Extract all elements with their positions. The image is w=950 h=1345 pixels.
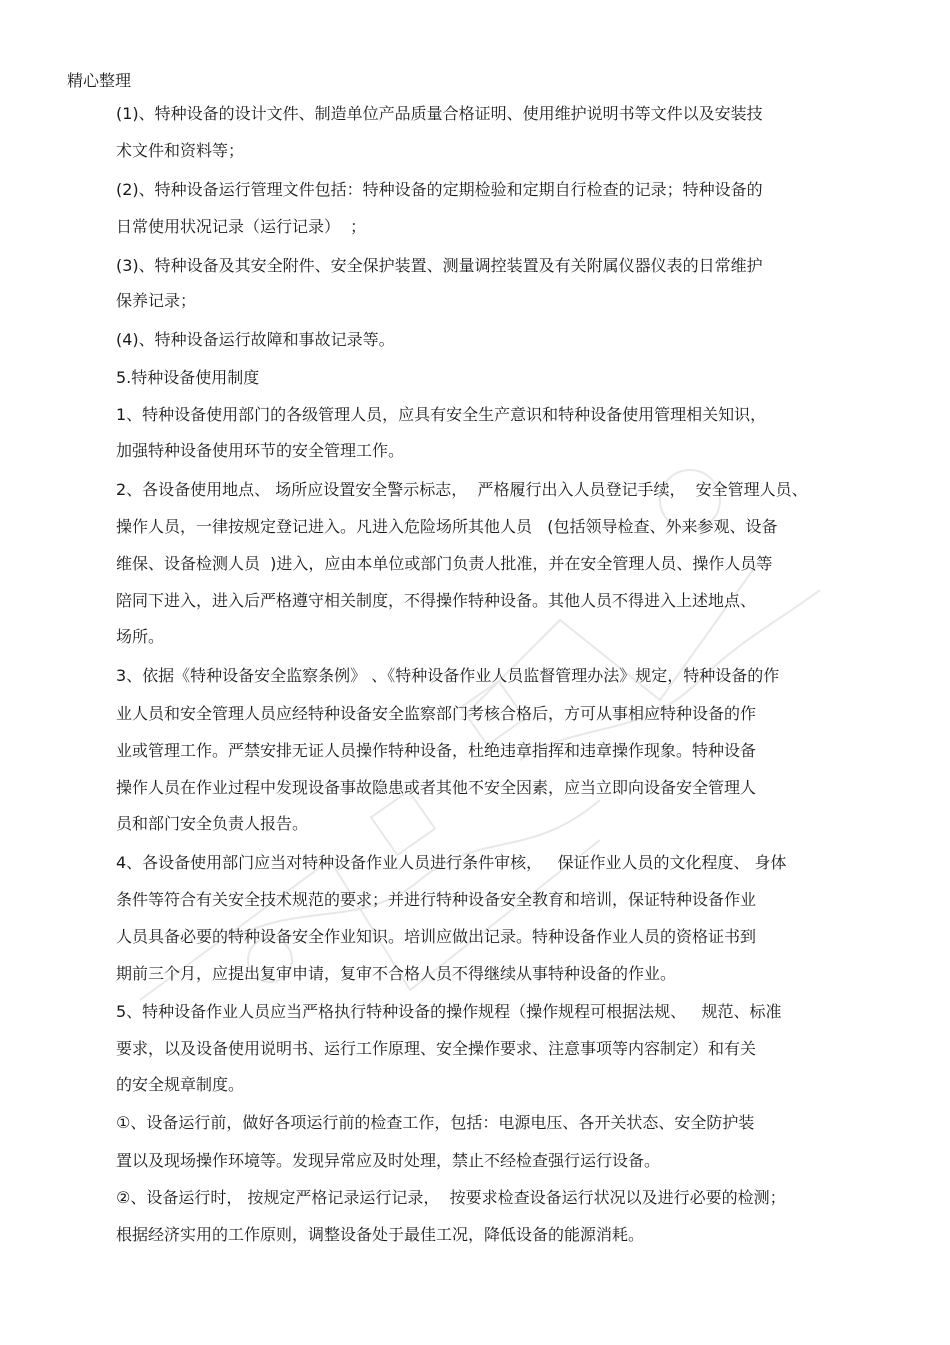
body-line: 保养记录； bbox=[116, 291, 197, 310]
body-line: 员和部门安全负责人报告。 bbox=[116, 814, 309, 833]
body-line: 3、依据《特种设备安全监察条例》 、《特种设备作业人员监督管理办法》规定，特种设备的作 bbox=[116, 666, 780, 685]
body-line: 5、特种设备作业人员应当严格执行特种设备的操作规程（操作规程可根据法规、 规范、标准 bbox=[116, 1002, 782, 1021]
body-line: 陪同下进入，进入后严格遵守相关制度，不得操作特种设备。其他人员不得进入上述地点、 bbox=[116, 591, 757, 610]
page-header-label: 精心整理 bbox=[67, 71, 132, 90]
body-line: 日常使用状况记录（运行记录） ； bbox=[116, 217, 367, 236]
body-line: (1)、特种设备的设计文件、制造单位产品质量合格证明、使用维护说明书等文件以及安装技 bbox=[116, 104, 763, 123]
body-line: 操作人员在作业过程中发现设备事故隐患或者其他不安全因素，应当立即向设备安全管理人 bbox=[116, 778, 757, 797]
body-line: 人员具备必要的特种设备安全作业知识。培训应做出记录。特种设备作业人员的资格证书到 bbox=[116, 927, 757, 946]
body-line: 期前三个月，应提出复审申请，复审不合格人员不得继续从事特种设备的作业。 bbox=[116, 964, 677, 983]
body-line: 的安全规章制度。 bbox=[116, 1075, 245, 1094]
body-line: 2、各设备使用地点、 场所应设置安全警示标志， 严格履行出入人员登记手续， 安全管理人员、 bbox=[116, 480, 808, 499]
body-line: 加强特种设备使用环节的安全管理工作。 bbox=[116, 441, 405, 460]
body-line: 术文件和资料等； bbox=[116, 141, 245, 160]
body-line: 1、特种设备使用部门的各级管理人员，应具有安全生产意识和特种设备使用管理相关知识， bbox=[116, 405, 767, 424]
body-line: 维保、设备检测人员 )进入，应由本单位或部门负责人批准，并在安全管理人员、操作人员等 bbox=[116, 554, 773, 573]
section-heading: 5.特种设备使用制度 bbox=[116, 368, 260, 387]
body-line: (2)、特种设备运行管理文件包括：特种设备的定期检验和定期自行检查的记录；特种设备的 bbox=[116, 180, 763, 199]
body-line: 根据经济实用的工作原则，调整设备处于最佳工况，降低设备的能源消耗。 bbox=[116, 1225, 645, 1244]
body-line: 条件等符合有关安全技术规范的要求；并进行特种设备安全教育和培训，保证特种设备作业 bbox=[116, 890, 757, 909]
body-line: 要求，以及设备使用说明书、运行工作原理、安全操作要求、注意事项等内容制定）和有关 bbox=[116, 1039, 757, 1058]
body-line: 操作人员，一律按规定登记进入。凡进入危险场所其他人员 (包括领导检查、外来参观、设备 bbox=[116, 517, 778, 536]
body-line: ①、设备运行前，做好各项运行前的检查工作，包括：电源电压、各开关状态、安全防护装 bbox=[116, 1113, 755, 1132]
body-line: ②、设备运行时， 按规定严格记录运行记录， 按要求检查设备运行状况以及进行必要的检测； bbox=[116, 1188, 786, 1207]
body-line: 业人员和安全管理人员应经特种设备安全监察部门考核合格后，方可从事相应特种设备的作 bbox=[116, 704, 757, 723]
body-line: 业或管理工作。严禁安排无证人员操作特种设备，杜绝违章指挥和违章操作现象。特种设备 bbox=[116, 741, 757, 760]
body-line: 置以及现场操作环境等。发现异常应及时处理，禁止不经检查强行运行设备。 bbox=[116, 1151, 661, 1170]
body-line: (3)、特种设备及其安全附件、安全保护装置、测量调控装置及有关附属仪器仪表的日常维护 bbox=[116, 256, 763, 275]
body-line: 场所。 bbox=[116, 627, 165, 646]
body-line: (4)、特种设备运行故障和事故记录等。 bbox=[116, 330, 395, 349]
body-line: 4、各设备使用部门应当对特种设备作业人员进行条件审核， 保证作业人员的文化程度、 身体 bbox=[116, 853, 787, 872]
